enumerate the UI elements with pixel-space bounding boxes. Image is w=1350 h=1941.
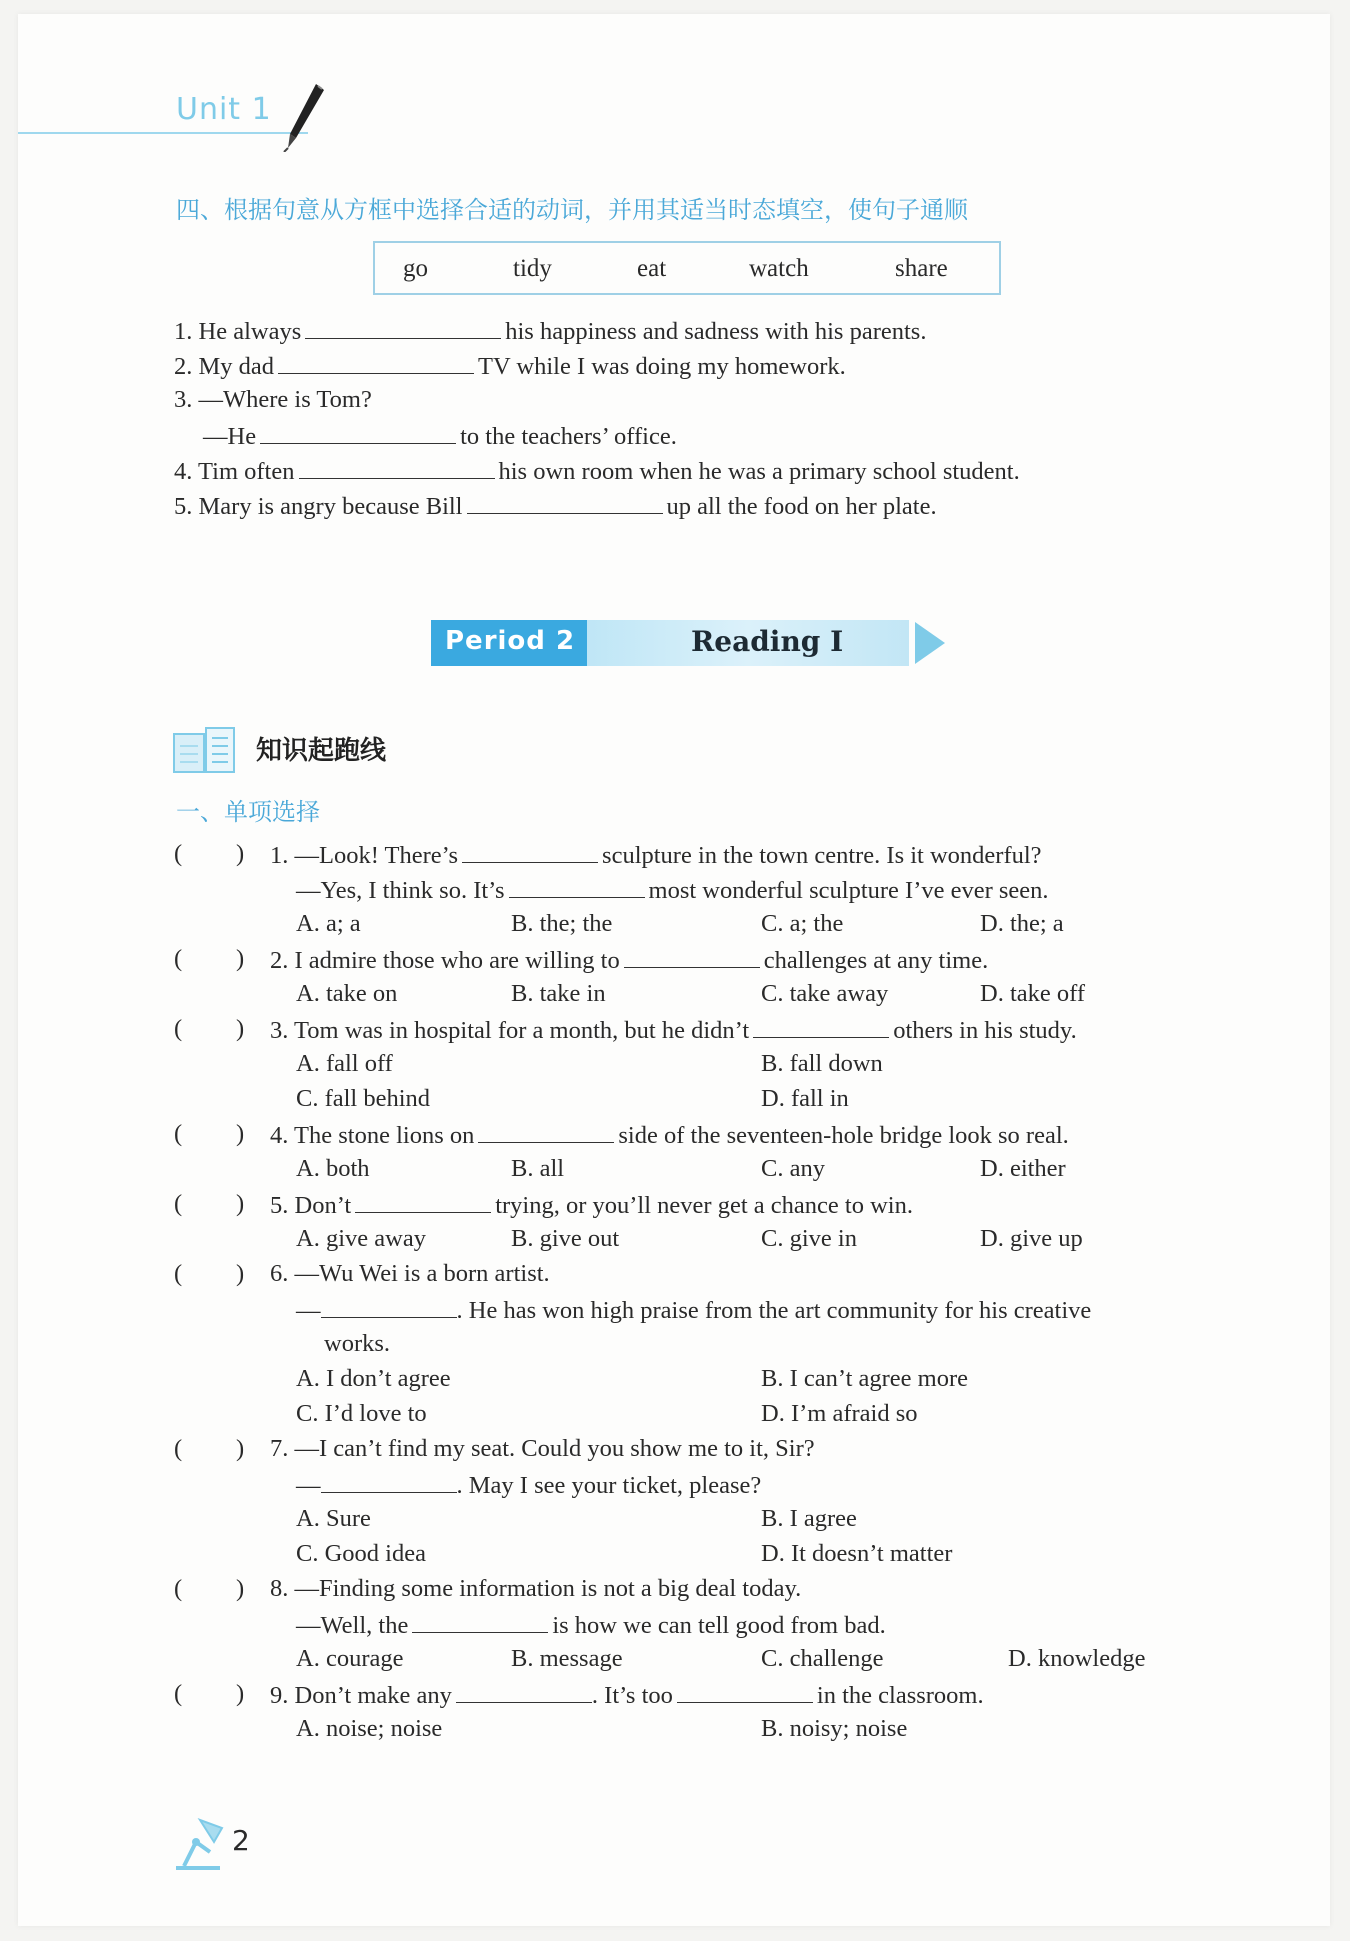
banner-arrow-icon [915,620,947,666]
option-a[interactable]: A. I don’t agree [296,1365,451,1392]
option-c[interactable]: C. challenge [761,1645,884,1672]
answer-paren-open[interactable]: ( [174,1120,183,1147]
option-d[interactable]: D. give up [980,1225,1083,1252]
option-b[interactable]: B. all [511,1155,565,1182]
fill-item: 4. Tim often his own room when he was a primary school student. [174,458,1020,485]
lamp-icon [170,1812,230,1872]
knowledge-title: 知识起跑线 [256,736,387,766]
question-4: 4. The stone lions on side of the seventeen-hole bridge look so real. [270,1122,1069,1149]
option-d[interactable]: D. I’m afraid so [761,1400,918,1427]
answer-paren-open[interactable]: ( [174,840,183,867]
option-a[interactable]: A. give away [296,1225,426,1252]
question-2: 2. I admire those who are willing to challenges at any time. [270,947,989,974]
period-title-bar [587,620,909,666]
option-d[interactable]: D. knowledge [1008,1645,1146,1672]
answer-paren-close[interactable]: ) [236,1190,245,1217]
answer-blank[interactable] [260,423,456,444]
pen-icon [280,82,328,152]
answer-paren-open[interactable]: ( [174,1190,183,1217]
answer-paren-open[interactable]: ( [174,1575,183,1602]
answer-paren-close[interactable]: ) [236,1260,245,1287]
answer-paren-close[interactable]: ) [236,1435,245,1462]
answer-paren-open[interactable]: ( [174,1015,183,1042]
word-box [373,241,1001,295]
option-b[interactable]: B. fall down [761,1050,883,1077]
question-6-line3: works. [324,1330,391,1357]
question-7-line2: — . May I see your ticket, please? [296,1472,762,1499]
page-number: 2 [232,1824,250,1857]
option-a[interactable]: A. courage [296,1645,404,1672]
question-1-line2: —Yes, I think so. It’s most wonderful sculpture I’ve ever seen. [296,877,1049,904]
option-d[interactable]: D. the; a [980,910,1064,937]
option-d[interactable]: D. take off [980,980,1085,1007]
option-c[interactable]: C. any [761,1155,825,1182]
answer-paren-close[interactable]: ) [236,945,245,972]
answer-blank[interactable] [321,1297,457,1318]
fill-item: 2. My dad TV while I was doing my homework. [174,353,846,380]
question-1: 1. —Look! There’s sculpture in the town centre. Is it wonderful? [270,842,1042,869]
option-d[interactable]: D. fall in [761,1085,849,1112]
answer-blank[interactable] [321,1472,457,1493]
fill-item: 5. Mary is angry because Bill up all the food on her plate. [174,493,937,520]
option-b[interactable]: B. take in [511,980,606,1007]
answer-blank[interactable] [467,493,663,514]
answer-paren-close[interactable]: ) [236,840,245,867]
question-8-line2: —Well, the is how we can tell good from bad. [296,1612,886,1639]
option-b[interactable]: B. I agree [761,1505,857,1532]
option-b[interactable]: B. give out [511,1225,620,1252]
question-6-line2: — . He has won high praise from the art community for his creative [296,1297,1092,1324]
answer-paren-open[interactable]: ( [174,1435,183,1462]
answer-blank[interactable] [624,947,760,968]
word-go: go [403,255,428,282]
option-c[interactable]: C. a; the [761,910,844,937]
answer-blank[interactable] [509,877,645,898]
option-a[interactable]: A. take on [296,980,398,1007]
period-title: Reading I [691,625,844,658]
answer-blank[interactable] [462,842,598,863]
option-a[interactable]: A. Sure [296,1505,371,1532]
header-rule [18,132,308,134]
option-c[interactable]: C. Good idea [296,1540,426,1567]
subheading: 一、单项选择 [176,798,320,826]
word-tidy: tidy [513,255,552,282]
option-d[interactable]: D. either [980,1155,1066,1182]
option-b[interactable]: B. the; the [511,910,613,937]
word-share: share [895,255,948,282]
answer-paren-close[interactable]: ) [236,1120,245,1147]
option-b[interactable]: B. noisy; noise [761,1715,908,1742]
option-c[interactable]: C. take away [761,980,889,1007]
question-9: 9. Don’t make any . It’s too in the classroom. [270,1682,984,1709]
fill-item: 3. —Where is Tom? [174,386,372,413]
option-b[interactable]: B. message [511,1645,623,1672]
workbook-page [18,14,1330,1926]
option-a[interactable]: A. fall off [296,1050,393,1077]
answer-blank[interactable] [677,1682,813,1703]
fill-item: 1. He always his happiness and sadness with his parents. [174,318,927,345]
answer-paren-open[interactable]: ( [174,1680,183,1707]
answer-paren-close[interactable]: ) [236,1015,245,1042]
option-a[interactable]: A. noise; noise [296,1715,443,1742]
answer-blank[interactable] [299,458,495,479]
answer-blank[interactable] [305,318,501,339]
answer-blank[interactable] [278,353,474,374]
word-watch: watch [749,255,809,282]
question-6: 6. —Wu Wei is a born artist. [270,1260,550,1287]
option-d[interactable]: D. It doesn’t matter [761,1540,953,1567]
question-5: 5. Don’t trying, or you’ll never get a chance to win. [270,1192,913,1219]
option-c[interactable]: C. give in [761,1225,857,1252]
section-heading: 四、根据句意从方框中选择合适的动词，并用其适当时态填空，使句子通顺 [176,196,968,224]
answer-paren-close[interactable]: ) [236,1680,245,1707]
answer-paren-open[interactable]: ( [174,1260,183,1287]
answer-blank[interactable] [753,1017,889,1038]
question-8: 8. —Finding some information is not a big deal today. [270,1575,802,1602]
answer-blank[interactable] [412,1612,548,1633]
answer-blank[interactable] [456,1682,592,1703]
answer-blank[interactable] [478,1122,614,1143]
option-c[interactable]: C. fall behind [296,1085,431,1112]
answer-paren-close[interactable]: ) [236,1575,245,1602]
word-eat: eat [637,255,667,282]
answer-blank[interactable] [355,1192,491,1213]
question-3: 3. Tom was in hospital for a month, but he didn’t others in his study. [270,1017,1077,1044]
unit-title: Unit 1 [176,92,272,127]
option-c[interactable]: C. I’d love to [296,1400,427,1427]
option-b[interactable]: B. I can’t agree more [761,1365,969,1392]
period-label: Period 2 [445,626,576,656]
answer-paren-open[interactable]: ( [174,945,183,972]
fill-item: —He to the teachers’ office. [203,423,677,450]
book-icon [172,726,242,776]
period-badge [431,620,587,666]
option-a[interactable]: A. both [296,1155,370,1182]
question-7: 7. —I can’t find my seat. Could you show me to it, Sir? [270,1435,815,1462]
option-a[interactable]: A. a; a [296,910,361,937]
